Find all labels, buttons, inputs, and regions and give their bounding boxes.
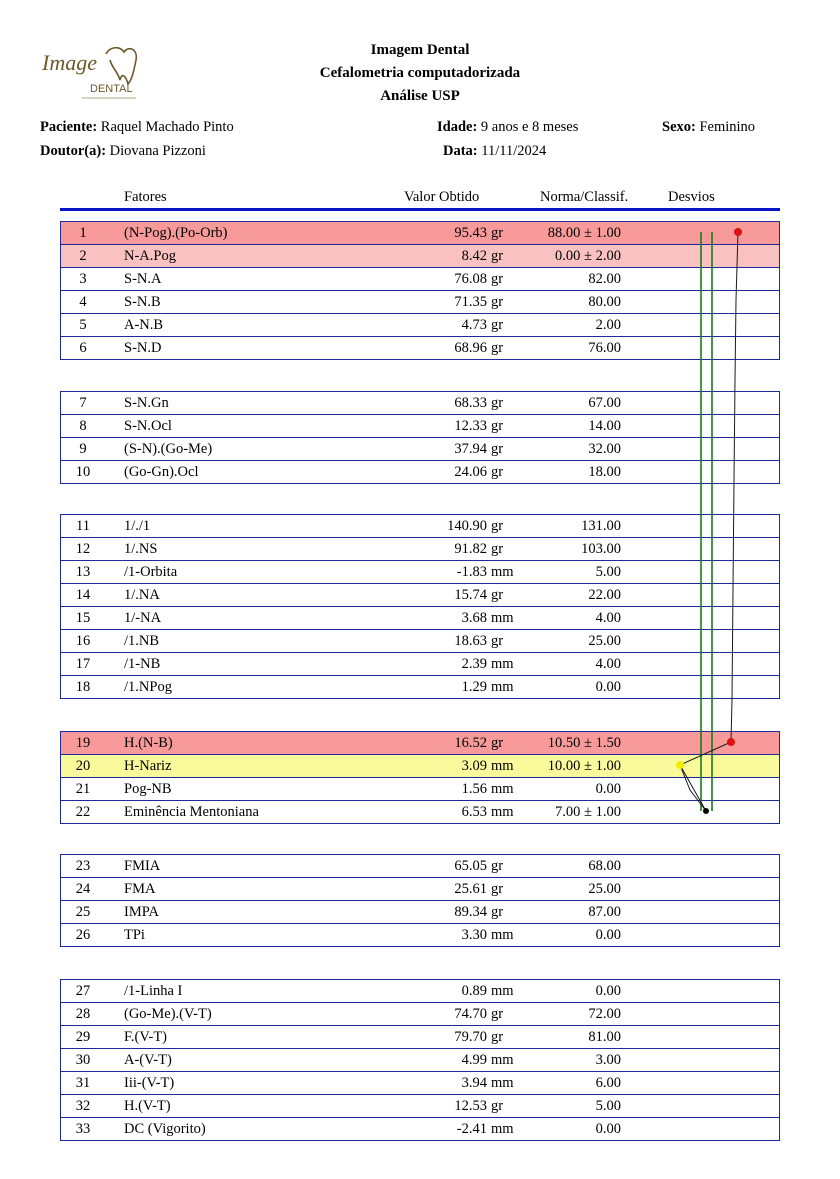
value-unit: gr (491, 633, 504, 649)
factor-name: F.(V-T) (124, 1029, 168, 1045)
value-unit: gr (491, 587, 504, 603)
row-number: 20 (75, 758, 91, 774)
factor-name: /1-NB (124, 656, 161, 672)
obtained-value: -2.41 (456, 1121, 487, 1137)
factor-name: (N-Pog).(Po-Orb) (124, 225, 228, 241)
norm-value: 131.00 (581, 518, 621, 534)
row-number: 14 (75, 587, 91, 603)
value-unit: gr (491, 248, 504, 264)
factor-name: (Go-Gn).Ocl (124, 464, 199, 480)
doctor-name: Diovana Pizzoni (109, 143, 206, 159)
obtained-value: 6.53 (461, 804, 487, 820)
row-number: 29 (75, 1029, 91, 1045)
obtained-value: 3.09 (461, 758, 487, 774)
value-unit: gr (491, 271, 504, 287)
row-number: 3 (79, 271, 87, 287)
row-number: 16 (75, 633, 91, 649)
factor-name: FMA (124, 881, 156, 897)
value-unit: gr (491, 858, 504, 874)
value-unit: gr (491, 735, 504, 751)
marker-row-22 (703, 808, 709, 814)
row-number: 2 (79, 248, 87, 264)
norm-value: 10.00 ± 1.00 (547, 758, 621, 774)
row-number: 10 (75, 464, 91, 480)
row-number: 21 (75, 781, 91, 797)
factor-name: N-A.Pog (124, 248, 176, 264)
row-number: 26 (75, 927, 91, 943)
row-number: 4 (79, 294, 87, 310)
value-unit: gr (491, 1029, 504, 1045)
date-label: Data: (443, 143, 478, 159)
row-number: 15 (75, 610, 91, 626)
row-number: 13 (75, 564, 91, 580)
column-header-norm: Norma/Classif. (540, 189, 629, 205)
norm-value: 0.00 (595, 781, 621, 797)
norm-value: 7.00 ± 1.00 (555, 804, 621, 820)
row-number: 30 (75, 1052, 91, 1068)
marker-row-19 (727, 738, 735, 746)
value-unit: mm (491, 804, 514, 820)
obtained-value: 91.82 (454, 541, 487, 557)
value-unit: gr (491, 464, 504, 480)
obtained-value: 15.74 (454, 587, 487, 603)
obtained-value: 68.96 (454, 340, 487, 356)
company-title: Imagem Dental (370, 42, 470, 58)
norm-value: 5.00 (595, 1098, 621, 1114)
value-unit: gr (491, 904, 504, 920)
factor-name: S-N.Ocl (124, 418, 172, 434)
row-number: 28 (75, 1006, 91, 1022)
report-subtitle: Cefalometria computadorizada (319, 65, 521, 81)
value-unit: gr (491, 881, 504, 897)
obtained-value: 4.73 (461, 317, 487, 333)
factor-name: FMIA (124, 858, 161, 874)
row-number: 6 (79, 340, 87, 356)
value-unit: gr (491, 317, 504, 333)
norm-value: 14.00 (588, 418, 621, 434)
obtained-value: 37.94 (454, 441, 487, 457)
norm-value: 25.00 (588, 633, 621, 649)
obtained-value: 3.94 (461, 1075, 487, 1091)
factor-name: H.(N-B) (124, 735, 173, 751)
obtained-value: 3.30 (461, 927, 487, 943)
row-number: 12 (75, 541, 91, 557)
value-unit: mm (491, 1121, 514, 1137)
obtained-value: 24.06 (454, 464, 487, 480)
norm-value: 80.00 (588, 294, 621, 310)
norm-value: 68.00 (588, 858, 621, 874)
norm-value: 0.00 (595, 1121, 621, 1137)
row-number: 17 (75, 656, 91, 672)
norm-value: 76.00 (588, 340, 621, 356)
obtained-value: 140.90 (447, 518, 487, 534)
row-number: 24 (75, 881, 91, 897)
factor-name: S-N.B (124, 294, 161, 310)
value-unit: gr (491, 1006, 504, 1022)
doctor-label: Doutor(a): (40, 143, 107, 159)
sex-label: Sexo: (662, 119, 696, 135)
row-number: 18 (75, 679, 91, 695)
factor-name: DC (Vigorito) (124, 1121, 206, 1137)
age-value: 9 anos e 8 meses (480, 119, 579, 135)
factor-name: A-(V-T) (124, 1052, 172, 1068)
obtained-value: 0.89 (461, 983, 487, 999)
obtained-value: 1.29 (461, 679, 487, 695)
norm-value: 5.00 (595, 564, 621, 580)
marker-row-1 (734, 228, 742, 236)
value-unit: gr (491, 294, 504, 310)
value-unit: mm (491, 679, 514, 695)
obtained-value: 71.35 (454, 294, 487, 310)
norm-value: 25.00 (588, 881, 621, 897)
factor-name: 1/./1 (124, 518, 151, 534)
factor-name: Iii-(V-T) (124, 1075, 175, 1091)
age-label: Idade: (437, 119, 478, 135)
factor-name: S-N.D (124, 340, 162, 356)
obtained-value: 16.52 (454, 735, 487, 751)
obtained-value: 65.05 (454, 858, 487, 874)
column-header-factors: Fatores (124, 189, 167, 205)
value-unit: mm (491, 983, 514, 999)
obtained-value: 76.08 (454, 271, 487, 287)
obtained-value: 3.68 (461, 610, 487, 626)
factor-name: S-N.A (124, 271, 162, 287)
factor-name: H-Nariz (124, 758, 172, 774)
norm-value: 32.00 (588, 441, 621, 457)
row-number: 9 (79, 441, 87, 457)
obtained-value: 1.56 (461, 781, 487, 797)
norm-value: 18.00 (588, 464, 621, 480)
factor-name: 1/.NS (124, 541, 158, 557)
factor-name: H.(V-T) (124, 1098, 171, 1114)
norm-value: 2.00 (595, 317, 621, 333)
obtained-value: 12.33 (454, 418, 487, 434)
value-unit: mm (491, 927, 514, 943)
row-number: 11 (76, 518, 90, 534)
factor-name: TPi (124, 927, 145, 943)
marker-row-20 (676, 761, 684, 769)
obtained-value: 68.33 (454, 395, 487, 411)
factor-name: Pog-NB (124, 781, 172, 797)
obtained-value: 12.53 (454, 1098, 487, 1114)
value-unit: mm (491, 781, 514, 797)
value-unit: mm (491, 564, 514, 580)
obtained-value: 89.34 (454, 904, 487, 920)
norm-value: 82.00 (588, 271, 621, 287)
deviation-trace (680, 232, 738, 811)
row-number: 32 (75, 1098, 91, 1114)
norm-value: 0.00 ± 2.00 (555, 248, 621, 264)
value-unit: gr (491, 340, 504, 356)
norm-value: 6.00 (595, 1075, 621, 1091)
norm-value: 87.00 (588, 904, 621, 920)
obtained-value: 25.61 (454, 881, 487, 897)
column-header-deviation: Desvios (668, 189, 715, 205)
factor-name: S-N.Gn (124, 395, 169, 411)
row-number: 31 (75, 1075, 91, 1091)
norm-value: 103.00 (581, 541, 621, 557)
norm-value: 0.00 (595, 983, 621, 999)
value-unit: mm (491, 656, 514, 672)
value-unit: mm (491, 1075, 514, 1091)
value-unit: gr (491, 541, 504, 557)
value-unit: gr (491, 418, 504, 434)
factor-name: Eminência Mentoniana (124, 804, 259, 820)
norm-value: 4.00 (595, 656, 621, 672)
row-number: 19 (75, 735, 91, 751)
row-number: 5 (79, 317, 87, 333)
value-unit: gr (491, 441, 504, 457)
norm-value: 81.00 (588, 1029, 621, 1045)
row-number: 27 (75, 983, 91, 999)
value-unit: gr (491, 395, 504, 411)
factor-name: /1-Orbita (124, 564, 178, 580)
row-number: 23 (75, 858, 91, 874)
factor-name: A-N.B (124, 317, 164, 333)
row-number: 1 (79, 225, 87, 241)
factor-name: /1-Linha I (124, 983, 183, 999)
value-unit: mm (491, 758, 514, 774)
row-number: 8 (79, 418, 87, 434)
patient-label: Paciente: (40, 119, 98, 135)
logo-text: Image (42, 50, 97, 75)
norm-value: 4.00 (595, 610, 621, 626)
factor-name: /1.NB (124, 633, 160, 649)
obtained-value: 18.63 (454, 633, 487, 649)
factor-name: 1/.NA (124, 587, 160, 603)
column-header-value: Valor Obtido (404, 189, 480, 205)
factor-name: IMPA (124, 904, 159, 920)
obtained-value: 8.42 (461, 248, 487, 264)
obtained-value: 74.70 (454, 1006, 487, 1022)
value-unit: mm (491, 610, 514, 626)
norm-value: 3.00 (595, 1052, 621, 1068)
norm-value: 22.00 (588, 587, 621, 603)
analysis-title: Análise USP (380, 88, 460, 104)
row-number: 22 (75, 804, 91, 820)
value-unit: gr (491, 1098, 504, 1114)
obtained-value: -1.83 (456, 564, 487, 580)
obtained-value: 95.43 (454, 225, 487, 241)
norm-value: 0.00 (595, 679, 621, 695)
obtained-value: 79.70 (454, 1029, 487, 1045)
norm-value: 72.00 (588, 1006, 621, 1022)
value-unit: gr (491, 518, 504, 534)
obtained-value: 4.99 (461, 1052, 487, 1068)
norm-value: 88.00 ± 1.00 (547, 225, 621, 241)
date-value: 11/11/2024 (481, 143, 547, 159)
sex-value: Feminino (699, 119, 756, 135)
row-number: 25 (75, 904, 91, 920)
value-unit: mm (491, 1052, 514, 1068)
logo-subtext: DENTAL (90, 83, 133, 95)
norm-value: 10.50 ± 1.50 (547, 735, 621, 751)
row-number: 7 (79, 395, 87, 411)
obtained-value: 2.39 (461, 656, 487, 672)
norm-value: 0.00 (595, 927, 621, 943)
factor-name: 1/-NA (124, 610, 162, 626)
norm-value: 67.00 (588, 395, 621, 411)
value-unit: gr (491, 225, 504, 241)
row-number: 33 (75, 1121, 91, 1137)
factor-name: (S-N).(Go-Me) (124, 441, 213, 457)
factor-name: /1.NPog (124, 679, 172, 695)
factor-name: (Go-Me).(V-T) (124, 1006, 212, 1022)
patient-name: Raquel Machado Pinto (100, 119, 234, 135)
